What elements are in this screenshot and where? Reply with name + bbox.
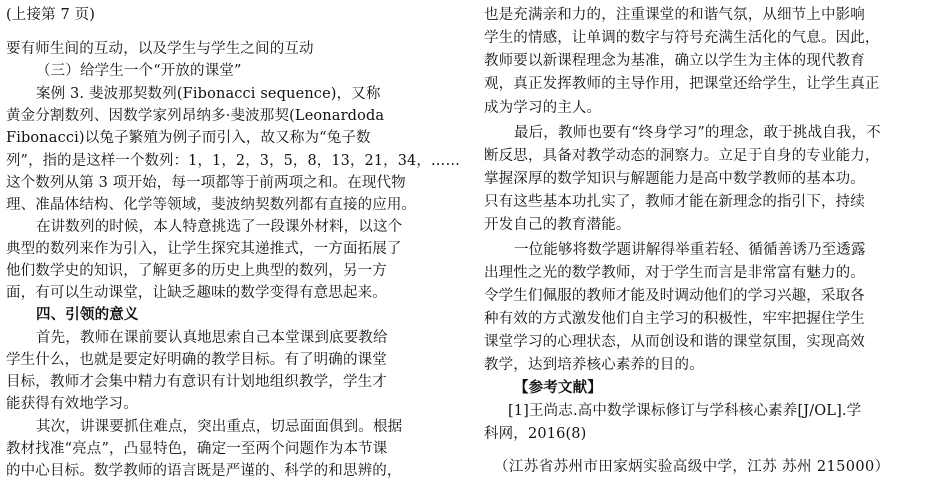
text-line: 目标，教师才会集中精力有意识有计划地组织教学，学生才 — [6, 374, 387, 390]
section-heading: 四、引领的意义 — [36, 306, 139, 323]
text-line: 掌握深厚的数学知识与解题能力是高中数学教师的基本功。 — [484, 171, 865, 187]
reference-entry: 科网，2016(8) — [484, 426, 587, 442]
reference-entry: [1]王尚志.高中数学课标修订与学科核心素养[J/OL].学 — [508, 403, 862, 419]
text-line: 也是充满亲和力的，注重课堂的和谐气氛，从细节上中影响 — [484, 7, 865, 23]
text-line: 成为学习的主人。 — [484, 100, 602, 116]
text-line: 一位能够将数学题讲解得举重若轻、循循善诱乃至透露 — [514, 242, 866, 258]
text-line: 黄金分割数列、因数学家列昂纳多·斐波那契(Leonardoda — [6, 108, 385, 124]
text-line: 这个数列从第 3 项开始，每一项都等于前两项之和。在现代物 — [6, 175, 406, 191]
text-line: 开发自己的教育潜能。 — [484, 217, 631, 233]
text-line: 教师要以新课程理念为基准，确立以学生为主体的现代教育 — [484, 53, 865, 69]
text-line: 面，有可以生动课堂，让缺乏趣味的数学变得有意思起来。 — [6, 285, 387, 301]
text-line: 案例 3. 斐波那契数列(Fibonacci sequence)，又称 — [36, 86, 381, 102]
text-line: 课堂学习的心理状态，从而创设和谐的课堂氛围，实现高效 — [484, 334, 865, 350]
text-line: 他们数学史的知识，了解更多的历史上典型的数列，另一方 — [6, 263, 387, 279]
text-line: 观，真正发挥教师的主导作用，把课堂还给学生，让学生真正 — [484, 76, 880, 92]
text-line: 学生的情感，让单调的数字与符号充满生活化的气息。因此， — [484, 30, 880, 46]
text-line: 能获得有效地学习。 — [6, 396, 138, 412]
text-line: 教材找准“亮点”，凸显特色，确定一至两个问题作为本节课 — [6, 441, 388, 457]
text-line: 出理性之光的数学教师，对于学生而言是非常富有魅力的。 — [484, 265, 865, 281]
text-line: 只有这些基本功扎实了，教师才能在新理念的指引下，持续 — [484, 194, 865, 210]
text-line: 的中心目标。数学教师的语言既是严谨的、科学的和思辨的， — [6, 463, 402, 479]
text-line: 首先，教师在课前要认真地思索自己本堂课到底要教给 — [36, 330, 388, 346]
continuation-note: (上接第 7 页) — [6, 7, 96, 23]
references-heading: 【参考文献】 — [514, 379, 602, 396]
text-line: 其次，讲课要抓住难点，突出重点，切忌面面俱到。根据 — [36, 419, 403, 435]
section-heading: （三）给学生一个“开放的课堂” — [36, 63, 242, 79]
text-line: 最后，教师也要有“终身学习”的理念，敢于挑战自我，不 — [514, 125, 881, 141]
text-line: 在讲数列的时候，本人特意挑选了一段课外材料，以这个 — [36, 219, 403, 235]
author-affiliation: （江苏省苏州市田家炳实验高级中学，江苏 苏州 215000） — [494, 459, 890, 475]
text-line: 教学，达到培养核心素养的目的。 — [484, 357, 704, 373]
text-line: 要有师生间的互动，以及学生与学生之间的互动 — [6, 41, 314, 57]
text-line: Fibonacci)以兔子繁殖为例子而引入，故又称为“兔子数 — [6, 130, 371, 146]
text-line: 令学生们佩服的教师才能及时调动他们的学习兴趣，采取各 — [484, 288, 865, 304]
text-line: 断反思，具备对教学动态的洞察力。立足于自身的专业能力， — [484, 148, 880, 164]
text-line: 理、准晶体结构、化学等领域，斐波纳契数列都有直接的应用。 — [6, 197, 417, 213]
text-line: 学生什么，也就是要定好明确的教学目标。有了明确的课堂 — [6, 352, 387, 368]
text-line: 列”，指的是这样一个数列：1，1，2，3，5，8，13，21，34，…… — [6, 153, 460, 169]
text-line: 种有效的方式激发他们自主学习的积极性，牢牢把握住学生 — [484, 311, 865, 327]
text-line: 典型的数列来作为引入，让学生探究其递推式，一方面拓展了 — [6, 241, 402, 257]
